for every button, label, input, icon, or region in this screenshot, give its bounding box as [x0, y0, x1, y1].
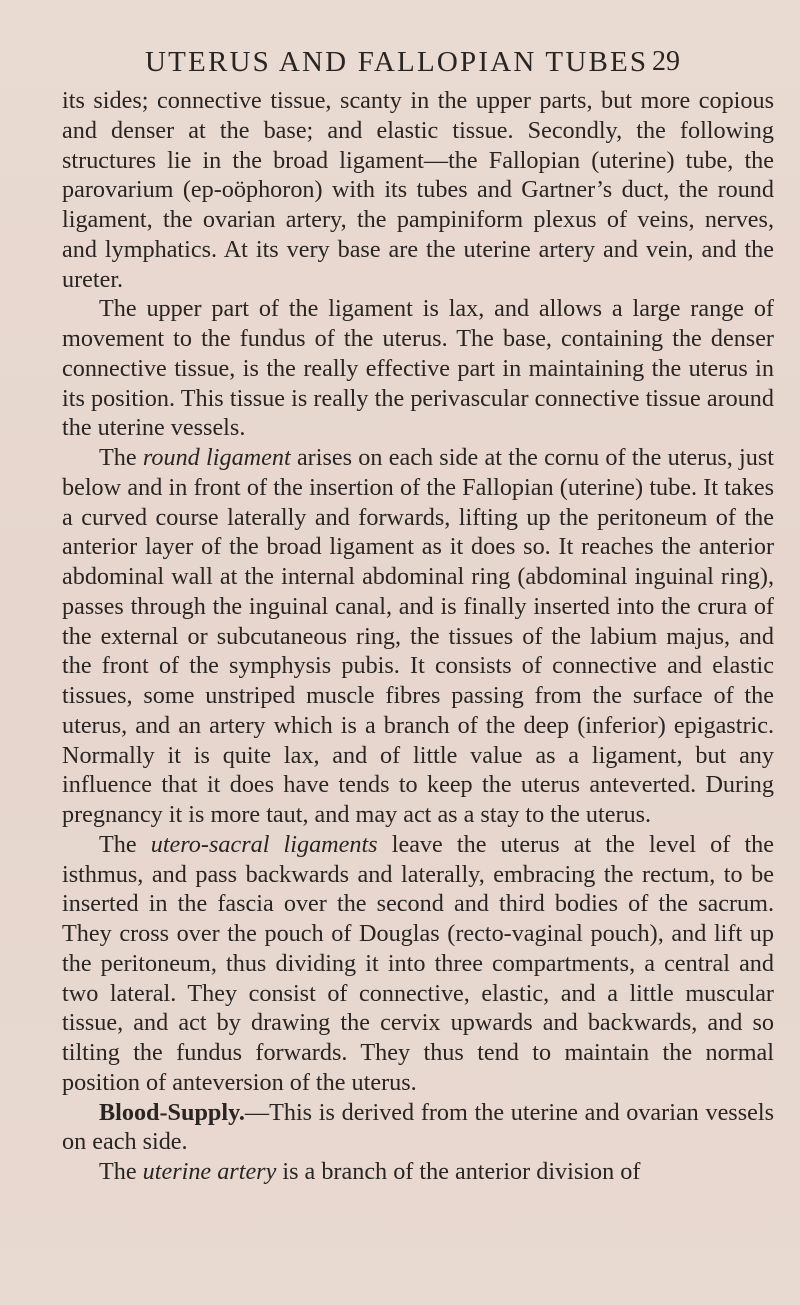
- paragraph-lead: The: [99, 444, 143, 471]
- body-text: [62, 86, 774, 1187]
- term-round-ligament: round ligament: [142, 444, 291, 471]
- paragraph-uterine-artery: [62, 1157, 774, 1187]
- paragraph-text: The upper part of the ligament is lax, and allows a large range of movement to the fundus of the uterus. The base, containing the denser connective tissue, is the really effective part in maintaining the uterus in its position. This tissue is really the perivascular connective tissue around the uterine vessels.: [62, 295, 774, 442]
- paragraph-lead: The: [99, 1158, 143, 1185]
- paragraph-blood-supply: [62, 1098, 774, 1158]
- running-title: UTERUS AND FALLOPIAN TUBES: [145, 46, 649, 78]
- section-heading-blood-supply: Blood-Supply.: [99, 1098, 245, 1126]
- paragraph-text: its sides; connective tissue, scanty in the upper parts, but more copious and denser at the base; and elastic tissue. Secondly, the following structures lie in the broad ligament—the Fallopian (uterine) tube, the parovarium (ep-oöphoron) with its tubes and Gartner’s duct, the round ligament, the ovarian artery, the pampiniform plexus of veins, nerves, and lymphatics. At its very base are the uterine artery and vein, and the ureter.: [62, 87, 774, 293]
- paragraph-ligament-base: [62, 294, 774, 443]
- paragraph-text: is a branch of the anterior division of: [276, 1158, 641, 1185]
- paragraph-text: arises on each side at the cornu of the uterus, just below and in front of the insertion of the Fallopian (uterine) tube. It takes a curved course laterally and forwards, lifting up the peritoneum of the anterior layer of the broad ligament as it does so. It reaches the anterior abdominal wall at the internal abdominal ring (abdominal inguinal ring), passes through the inguinal canal, and is finally inserted into the crura of the external or subcutaneous ring, the tissues of the labium majus, and the front of the symphysis pubis. It consists of connective and elastic tissues, some unstriped muscle fibres passing from the surface of the uterus, and an artery which is a branch of the deep (inferior) epigastric. Normally it is quite lax, and of little value as a ligament, but any influence that it does have tends to keep the uterus anteverted. During pregnancy it is more taut, and may act as a stay to the uterus.: [62, 444, 774, 828]
- running-head: [0, 46, 800, 80]
- page-number: 29: [652, 46, 680, 77]
- paragraph-round-ligament: [62, 443, 774, 830]
- paragraph-lead: The: [99, 830, 151, 858]
- paragraph-utero-sacral-ligaments: [62, 830, 774, 1098]
- paragraph-text: leave the uterus at the level of the isthmus, and pass backwards and laterally, embracing the rectum, to be inserted in the fascia over the second and third bodies of the sacrum. They cross over the pouch of Douglas (recto-vaginal pouch), and lift up the peritoneum, thus dividing it into three compartments, a central and two lateral. They consist of connective, elastic, and a little muscular tissue, and act by drawing the cervix upwards and backwards, and so tilting the fundus forwards. They thus tend to maintain the normal position of anteversion of the uterus.: [62, 830, 774, 1096]
- term-utero-sacral-ligaments: utero-sacral ligaments: [150, 830, 378, 858]
- paragraph-broad-ligament-contents: [62, 86, 774, 294]
- paragraph-text: —This is derived from the uterine and ovarian vessels on each side.: [62, 1098, 774, 1156]
- term-uterine-artery: uterine artery: [142, 1158, 277, 1185]
